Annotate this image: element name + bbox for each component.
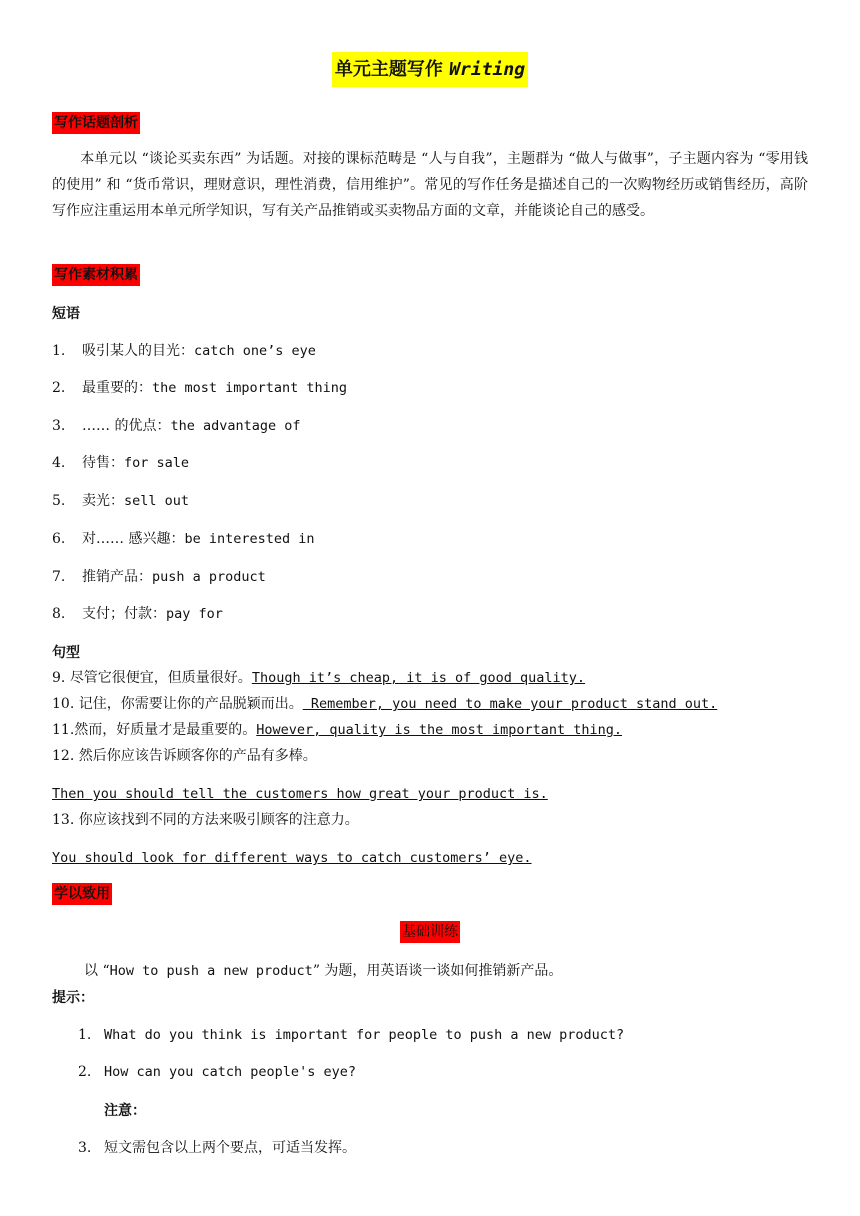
section-materials	[52, 264, 140, 286]
sentence-item: 12. 然后你应该告诉顾客你的产品有多棒。	[52, 748, 317, 764]
sentence-item: 13. 你应该找到不同的方法来吸引顾客的注意力。	[52, 812, 359, 828]
phrase-item: 1. 吸引某人的目光：catch one’s eye	[52, 343, 316, 359]
sentence-answer: You should look for different ways to catch customers’ eye.	[52, 850, 532, 866]
sentence-item: 11.然而，好质量才是最重要的。However, quality is the most important thing.	[52, 722, 623, 738]
note-label: 注意：	[104, 1103, 146, 1119]
section-analysis	[52, 112, 140, 134]
sentence-item: 10. 记住，你需要让你的产品脱颖而出。 Remember, you need to make your product stand out.	[52, 696, 718, 712]
phrase-item: 5. 卖光：sell out	[52, 493, 190, 509]
note-item: 3. 短文需包含以上两个要点，可适当发挥。	[78, 1140, 356, 1156]
phrase-item: 2. 最重要的：the most important thing	[52, 380, 348, 396]
title-en: Writing	[449, 59, 526, 80]
title-row	[0, 52, 860, 87]
analysis-paragraph: 本单元以 “谈论买卖东西” 为话题。对接的课标范畴是 “人与自我”，主题群为 “做人与做事”，子主题内容为 “零用钱的使用” 和 “货币常识，理财意识，理性消费，信用维护”。常见的写作任务是描述自己的一次购物经历或销售经历，高阶写作应注重运用本单元所学知识，写有关产品推销或买卖物品方面的文章，并能谈论自己的感受。	[52, 151, 808, 219]
sentences-heading: 句型	[52, 645, 80, 661]
hint-item: 1. What do you think is important for people to push a new product?	[78, 1027, 625, 1043]
sentence-answer: Then you should tell the customers how great your product is.	[52, 786, 548, 802]
section-heading-analysis: 写作话题剖析	[52, 112, 140, 134]
hint-label: 提示：	[52, 990, 94, 1006]
hint-item: 2. How can you catch people's eye?	[78, 1064, 356, 1080]
page-title	[332, 52, 528, 87]
section-apply	[52, 883, 112, 905]
phrase-item: 8. 支付；付款：pay for	[52, 606, 223, 622]
section-heading-materials: 写作素材积累	[52, 264, 140, 286]
phrase-item: 7. 推销产品：push a product	[52, 569, 266, 585]
phrase-item: 6. 对…… 感兴趣：be interested in	[52, 531, 315, 547]
title-cn: 单元主题写作	[334, 59, 443, 80]
section-heading-apply: 学以致用	[52, 883, 112, 905]
task-instruction: 以 “How to push a new product” 为题，用英语谈一谈如何推销新产品。	[84, 963, 563, 979]
phrase-item: 4. 待售：for sale	[52, 455, 190, 471]
basic-training-row	[0, 921, 860, 943]
phrase-item: 3. …… 的优点：the advantage of	[52, 418, 301, 434]
phrases-heading: 短语	[52, 306, 80, 322]
sentence-item: 9. 尽管它很便宜，但质量很好。Though it’s cheap, it is of good quality.	[52, 670, 586, 686]
basic-training-heading: 基础训练	[400, 921, 460, 943]
